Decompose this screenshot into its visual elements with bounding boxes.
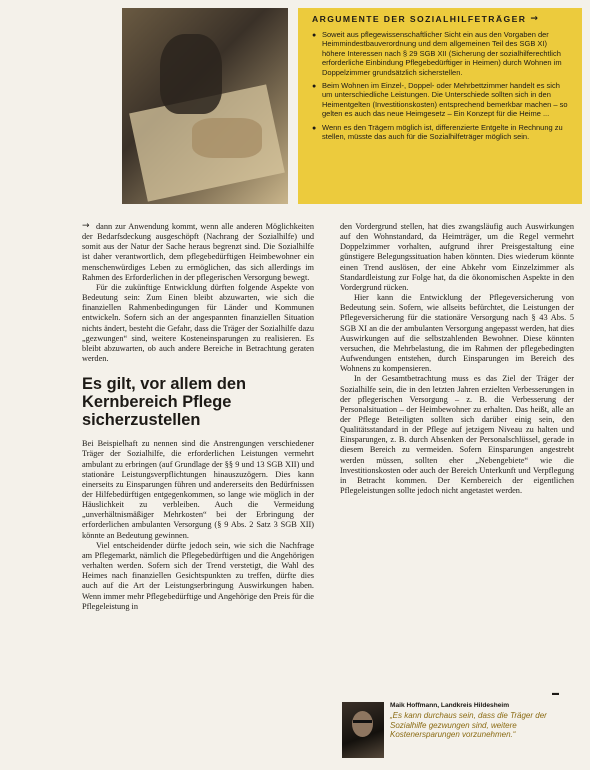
left-column bbox=[82, 222, 314, 612]
list-item-text: Soweit aus pflegewissenschaftlicher Sicht ein aus den Vorgaben der Heimmindestbauverordnung und dem allgemeinen Teil des SGB XI) höhere Interessen nach § 29 SGB XII (Sicherung der sozialhilferechtlich erforderliche Einbindung Pflegebedürftiger in Heimen) durch Wohnen im Doppelzimmer grundsätzlich sicherstellen. bbox=[322, 30, 562, 77]
paragraph: dann zur Anwendung kommt, wenn alle anderen Möglichkeiten der Bedarfsdeckung ausgeschöpft (Nachrang der Sozialhilfe) und somit aus der Natur der Sache heraus begrenzt sind. Die Sozialhilfe ist daher verantwortlich, dem pflegebedürftigen Heimbewohner ein menschenwürdiges Leben zu ermöglichen, das sich allerdings im Rahmen des Erforderlichen in der pflegerischen Versorgung bewegt. bbox=[82, 222, 314, 282]
arrow-icon: → bbox=[530, 14, 540, 24]
quote-box bbox=[342, 702, 576, 762]
avatar-face bbox=[352, 711, 373, 737]
continuation-arrow-icon: → bbox=[82, 221, 90, 231]
arguments-title-text: ARGUMENTE DER SOZIALHILFETRÄGER bbox=[312, 14, 527, 24]
article-photo bbox=[122, 8, 288, 204]
list-item-text: Wenn es den Trägern möglich ist, differenzierte Entgelte in Rechnung zu stellen, müsste das auch für die Sozialhilfeträger möglich sein. bbox=[322, 122, 563, 142]
end-mark-icon: ▬ bbox=[552, 689, 559, 697]
photo-hands bbox=[192, 118, 262, 158]
bullet-icon: ● bbox=[312, 124, 317, 132]
paragraph: Viel entscheidender dürfte jedoch sein, wie sich die Nachfrage am Pflegemarkt, nämlich die Pflegebedürftigen und die Angehörigen verhalten werden. Sofern sich der Trend verstetigt, die Wahl des Heimes nach finanziellen Gesichtspunkten zu treffen, dürfte dies auch auf die Art der Leistungserbringung Auswirkungen haben. Wenn immer mehr Pflegebedürftige und Angehörige den Preis für die Pflegeleistung in bbox=[82, 540, 314, 611]
list-item bbox=[312, 30, 572, 77]
quote-body: „Es kann durchaus sein, dass die Träger der Sozialhilfe gezwungen sind, weitere Kostenersparungen vorzunehmen.“ bbox=[390, 711, 547, 739]
paragraph: In der Gesamtbetrachtung muss es das Ziel der Träger der Sozialhilfe sein, die in den letzten Jahren erzielten Verbesserungen in der pflegerischen Versorgung – z. B. die Verbesserung der Personalsituation – der Heimbewohner zu erhalten. Das heißt, alle an der Pflege Beteiligten sollten sich darüber einig sein, den Qualitätsstandard in der Pflege auf jetzigem Niveau zu halten und Einsparungen, z. B. durch Absenken der Personalschlüssel, gerade in diesem Bereich zu vermeiden. Sofern Einsparungen angestrebt werden müssen, sollten eher „Nebengebiete“ wie die Investitionskosten oder auch der Bereich Unterkunft und Verpflegung in Betracht kommen. Der Kernbereich der eigentlichen Pflegeleistungen sollte jedoch nicht angetastet werden. bbox=[340, 374, 574, 496]
paragraph: Hier kann die Entwicklung der Pflegeversicherung von Bedeutung sein. Sofern, wie allseits befürchtet, die Leistungen der Pflegeversicherung für die stationäre Versorgung nach § 43 Abs. 5 SGB XI an die der ambulanten Versorgung angepasst werden, hat dies Auswirkungen auf die selbstzahlenden Bewohner. Diese könnten versuchen, die Mehrbelastung, die im Rahmen der pflegebedingten Aufwendungen entstehen, durch Einsparungen im Bereich des Wohnens zu kompensieren. bbox=[340, 293, 574, 374]
right-column bbox=[340, 222, 574, 496]
avatar bbox=[342, 702, 384, 758]
paragraph: Bei Beispielhaft zu nennen sind die Anstrengungen verschiedener Träger der Sozialhilfe, die erforderlichen Leistungen vermehrt ambulant zu erbringen (auf Grundlage der §§ 9 und 13 SGB XII) und stationäre Leistungsverpflichtungen hinauszuzögern. Dies kann einerseits zu Einsparungen führen und andererseits den Bedürfnissen der Hilfebedürftigen entgegenkommen, so lange wie möglich in der Häuslichkeit zu verbleiben. Auch die Vermeidung „unverhältnismäßiger Mehrkosten“ bei der Erbringung der erforderlichen ambulanten Versorgung (§ 9 Abs. 2 Satz 3 SGB XII) könnte an Bedeutung gewinnen. bbox=[82, 439, 314, 540]
photo-figure bbox=[160, 34, 222, 114]
list-item bbox=[312, 123, 572, 142]
list-item-text: Beim Wohnen im Einzel-, Doppel- oder Mehrbettzimmer handelt es sich um unterschiedliche Leistungen. Die Unterschiede sollten sich in den Heimentgelten (Investitionskosten) entsprechend bemerkbar machen – so gelten es auch das neue Heimgesetz – Ein Konzept für die Heime ... bbox=[322, 81, 568, 119]
quote-text bbox=[390, 702, 578, 740]
section-heading: Es gilt, vor allem den Kernbereich Pflege sicherzustellen bbox=[82, 375, 246, 430]
paragraph: den Vordergrund stellen, hat dies zwangsläufig auch Auswirkungen auf den Wohnstandard, da Heimträger, um die Regel vermehrt Doppelzimmer vorhalten, aufgrund ihrer Preisgestaltung eine günstigere Belegungssituation haben könnten. Dies wiederum könnte einen Trend auslösen, der eine Abkehr vom Einzelzimmer als Standardleistung zur Folge hat, da die ökonomischen Aspekte in den Vordergrund rücken. bbox=[340, 222, 574, 292]
arguments-title bbox=[312, 14, 572, 24]
avatar-glasses bbox=[353, 720, 372, 723]
bullet-icon: ● bbox=[312, 83, 317, 91]
quote-author: Maik Hoffmann, Landkreis Hildesheim bbox=[390, 702, 510, 709]
bullet-icon: ● bbox=[312, 32, 317, 39]
list-item bbox=[312, 81, 572, 119]
top-section bbox=[0, 0, 590, 210]
arguments-box bbox=[298, 8, 582, 204]
paragraph: Für die zukünftige Entwicklung dürften folgende Aspekte von Bedeutung sein: Zum Einen bleibt abzuwarten, wie sich die finanziellen Rahmenbedingungen für Länder und Kommunen entwickeln. Sofern sich an der angespannten finanziellen Situation nichts ändert, besteht die Gefahr, dass die Träger der Sozialhilfe dazu „gezwungen“ sind, weitere Kosteneinsparungen zu realisieren. Es bleibt abzuwarten, ob auch andere Bereiche in Betrachtung geraten werden. bbox=[82, 282, 314, 364]
arguments-list bbox=[312, 30, 572, 141]
